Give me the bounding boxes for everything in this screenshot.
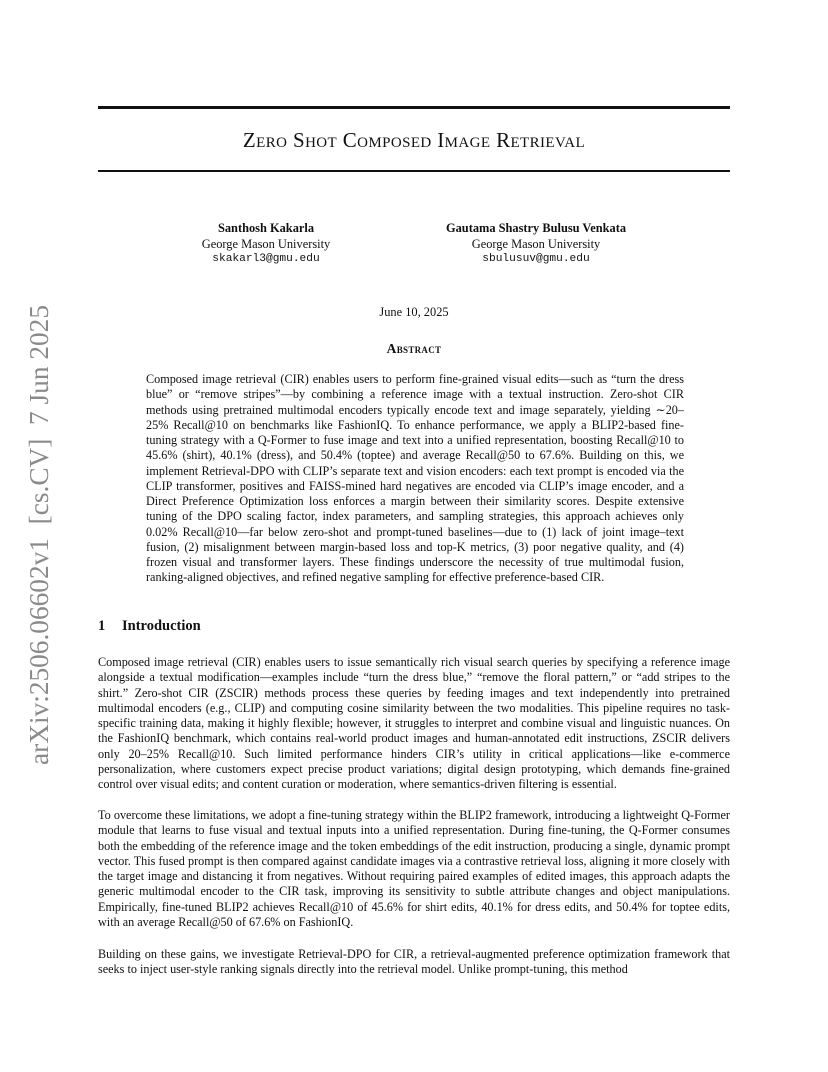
author-email: skakarl3@gmu.edu [212, 253, 320, 266]
title-top-rule [98, 106, 730, 109]
author-email: sbulusuv@gmu.edu [482, 253, 590, 266]
author-block [98, 221, 730, 271]
body-paragraph: Building on these gains, we investigate Retrieval-DPO for CIR, a retrieval-augmented preference optimization framework that seeks to inject user-style ranking signals directly into the retrieval model. Unlike prompt-tuning, this method [98, 947, 730, 977]
section-title: Introduction [122, 618, 201, 634]
author-affiliation: George Mason University [471, 236, 601, 251]
abstract-text: Composed image retrieval (CIR) enables users to perform fine-grained visual edits—such as “turn the dress blue” or “remove stripes”—by combining a reference image with a textual instruction. Zero-shot CIR methods using pretrained multimodal encoders typically encode text and image separately, yielding ∼20–25% Recall@10 on benchmarks like FashionIQ. To enhance performance, we apply a BLIP2-based fine-tuning strategy with a Q-Former to fuse image and text into a unified representation, boosting Recall@10 to 45.6% (shirt), 40.1% (dress), and 50.4% (toptee) and average Recall@50 to 67.6%. Building on this, we implement Retrieval-DPO with CLIP’s separate text and vision encoders: each text prompt is encoded via the CLIP transformer, positives and FAISS-mined hard negatives are encoded via CLIP’s image encoder, and a Direct Preference Optimization loss enforces a margin between their similarity scores. Despite extensive tuning of the DPO scaling factor, index parameters, and sampling strategies, this approach achieves only 0.02% Recall@10—far below zero-shot and prompt-tuned baselines—due to (1) lack of joint image–text fusion, (2) misalignment between margin-based loss and top-K metrics, (3) poor negative quality, and (4) frozen visual and transformer layers. These findings underscore the necessity of true multimodal fusion, ranking-aligned objectives, and refined negative sampling for effective preference-based CIR. [146, 372, 684, 585]
paper-date: June 10, 2025 [379, 305, 449, 319]
title-bottom-rule [98, 170, 730, 172]
author-affiliation: George Mason University [201, 236, 331, 251]
abstract-heading: Abstract [386, 341, 442, 356]
section-number: 1 [98, 618, 106, 634]
author-name: Santhosh Kakarla [217, 221, 315, 235]
author-1 [172, 221, 360, 268]
arxiv-identifier-stamp [20, 302, 56, 768]
author-name: Gautama Shastry Bulusu Venkata [445, 221, 627, 235]
body-paragraph: To overcome these limitations, we adopt a fine-tuning strategy within the BLIP2 framework, introducing a lightweight Q-Former module that learns to fuse visual and textual inputs into a unified representation. During fine-tuning, the Q-Former consumes both the embedding of the reference image and the token embeddings of the edit instruction, producing a single, dynamic prompt vector. This fused prompt is then compared against candidate images via a contrastive retrieval loss, aligning it more closely with the target image and distancing it from negatives. Without requiring paired examples of edited images, this approach adapts the generic multimodal encoder to the CIR task, improving its sensitivity to subtle attribute changes and object manipulations. Empirically, fine-tuned BLIP2 achieves Recall@10 of 45.6% for shirt edits, 40.1% for dress edits, and 50.4% for toptee edits, with an average Recall@50 of 67.6% on FashionIQ. [98, 808, 730, 929]
body-paragraph: Composed image retrieval (CIR) enables users to issue semantically rich visual search queries by specifying a reference image alongside a textual modification—examples include “turn the dress blue,” “remove the floral pattern,” or “add stripes to the shirt.” Zero-shot CIR (ZSCIR) methods process these queries by feeding images and text independently into pretrained multimodal encoders (e.g., CLIP) and computing cosine similarity between the two modalities. This pipeline requires no task-specific training data, making it highly flexible; however, it struggles to interpret and combine visual and linguistic nuances. On the FashionIQ benchmark, which contains real-world product images and human-annotated edit instructions, ZSCIR delivers only 20–25% Recall@10. Such limited performance hinders CIR’s utility in critical applications—like e-commerce personalization, where customers expect precise product variations; digital design prototyping, which demands fine-grained control over visual edits; and content curation or moderation, where semantics-driven filtering is essential. [98, 655, 730, 791]
section-heading-introduction [98, 618, 730, 635]
paper-title: Zero Shot Composed Image Retrieval [242, 128, 586, 152]
author-2 [408, 221, 664, 268]
arxiv-identifier-text: arXiv:2506.06602v1 [cs.CV] 7 Jun 2025 [24, 310, 54, 765]
